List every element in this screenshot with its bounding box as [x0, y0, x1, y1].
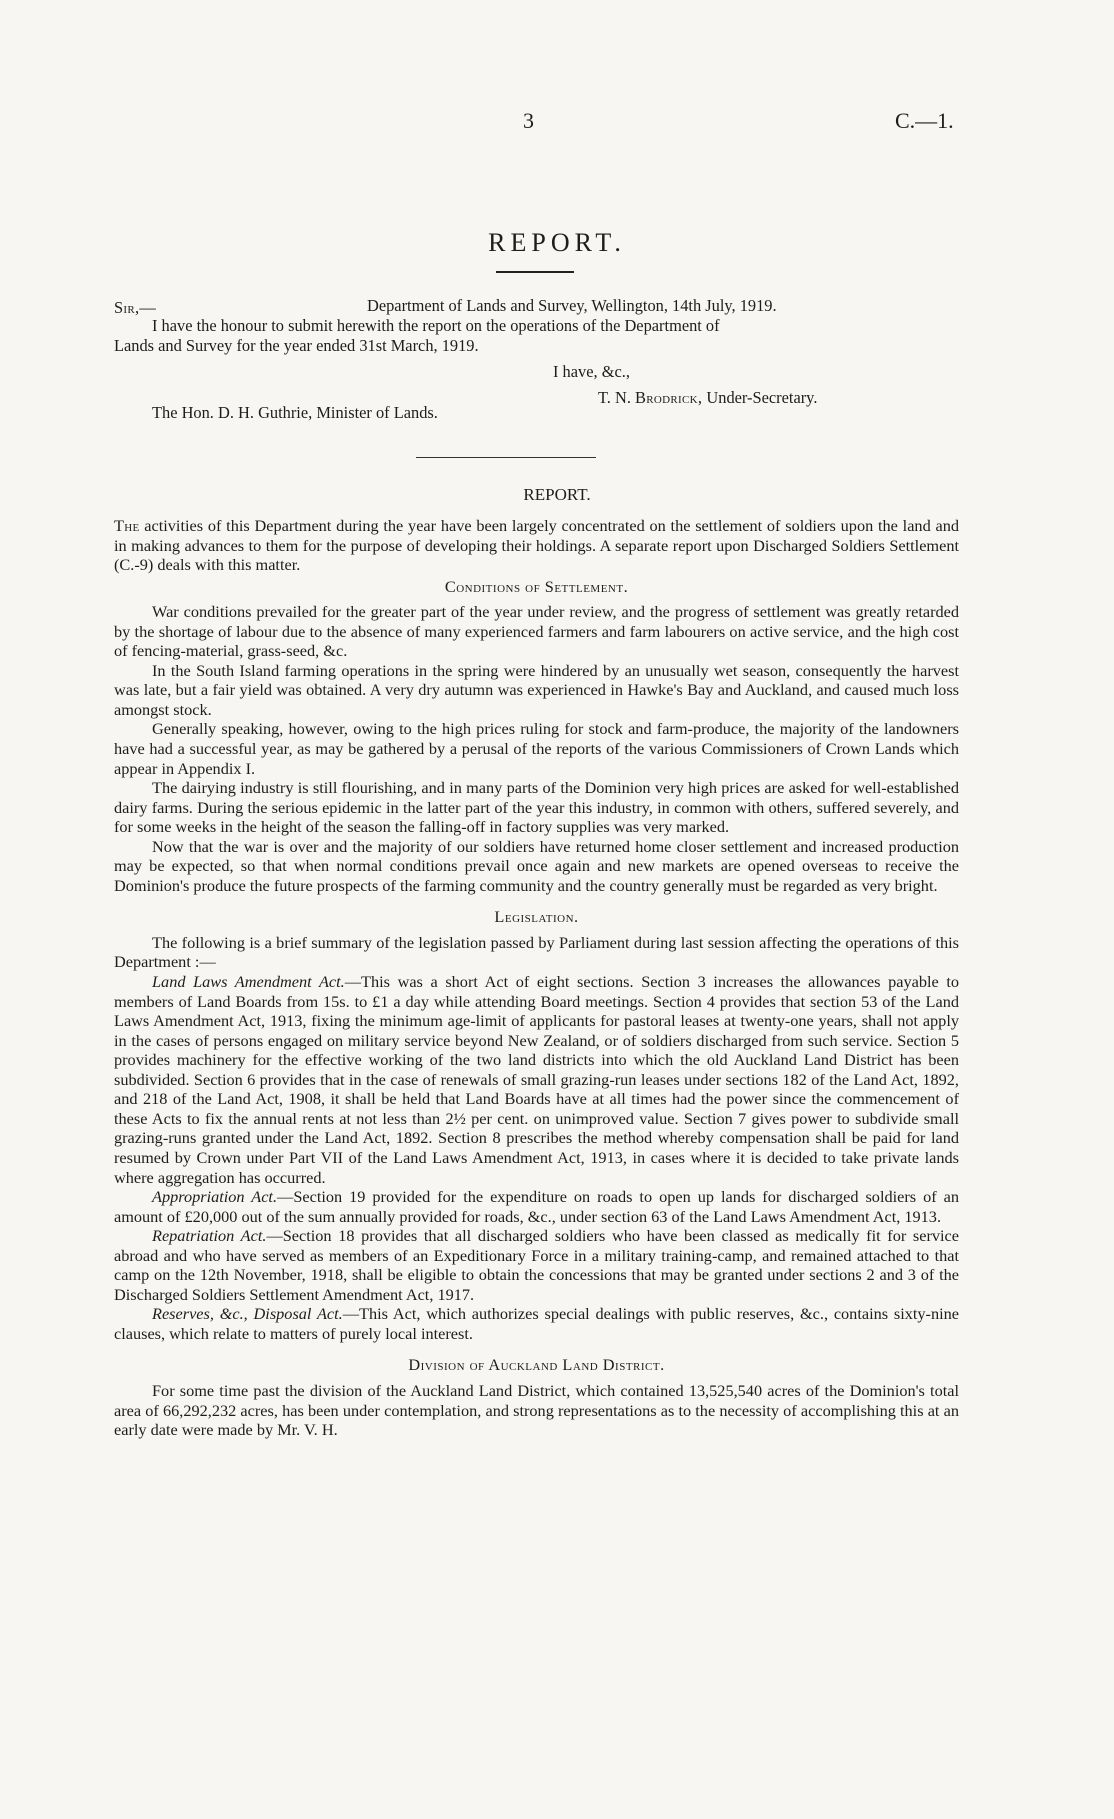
- act-title: Repatriation Act.: [152, 1226, 267, 1246]
- letter-closing: I have, &c.,: [553, 362, 630, 381]
- page-number: 3: [523, 108, 534, 133]
- heading-conditions: Conditions of Settlement.: [444, 576, 629, 596]
- paragraph-reserves: [114, 1304, 959, 1343]
- paragraph: In the South Island farming operations in the spring were hindered by an unusually wet season, consequently the harvest was late, but a fair yield was obtained. A very dry autumn was experienced in Hawke's Bay and Auckland, and caused much loss amongst stock.: [114, 660, 959, 719]
- paragraph-appropriation: [114, 1187, 959, 1226]
- intro-paragraph: [114, 516, 959, 575]
- act-text: —Section 19 provided for the expenditure on roads to open up lands for discharged soldiers of an amount of £20,000 out of the sum annually provided for roads, &c., under section 63 of the Land Laws Amendment Act, 1913.: [114, 1187, 960, 1226]
- paragraph-land-laws: [114, 972, 959, 1187]
- paragraph: The following is a brief summary of the legislation passed by Parliament during last session affecting the operations of this Department :—: [114, 932, 959, 972]
- paragraph-repatriation: [114, 1226, 959, 1304]
- act-title: Appropriation Act.: [152, 1187, 278, 1207]
- spacer: [114, 1343, 959, 1353]
- paragraph: Now that the war is over and the majority of our soldiers have returned home closer settlement and increased production may be expected, so that when normal conditions prevail once again and new markets are opened overseas to receive the Dominion's produce the future prospects of the farming community and the country generally must be regarded as very bright.: [114, 836, 959, 895]
- letter-body-line-1: I have the honour to submit herewith the report on the operations of the Department of: [152, 316, 720, 335]
- paragraph: The dairying industry is still flourishing, and in many parts of the Dominion very high prices are asked for well-established dairy farms. During the serious epidemic in the latter part of the year this industry, in common with others, suffered severely, and for some weeks in the height of the season the falling-off in factory supplies was very marked.: [114, 778, 959, 837]
- heading-legislation: Legislation.: [494, 907, 579, 927]
- heading-auckland-division: Division of Auckland Land District.: [408, 1355, 665, 1375]
- act-text: —This Act, which authorizes special dealings with public reserves, &c., contains sixty-nine clauses, which relate to matters of purely local interest.: [114, 1304, 959, 1343]
- page-title: REPORT.: [488, 228, 626, 257]
- letter-body-line-2: Lands and Survey for the year ended 31st March, 1919.: [114, 336, 479, 355]
- spacer: [114, 895, 959, 905]
- intro-text: activities of this Department during the year have been largely concentrated on the settlement of soldiers upon the land and in making advances to them for the purpose of developing their holdings. A separate report upon Discharged Soldiers Settlement (C.-9) deals with this matter.: [114, 516, 959, 575]
- intro-lead: The: [114, 516, 140, 535]
- act-title: Land Laws Amendment Act.: [152, 972, 345, 992]
- report-body: [114, 516, 959, 1440]
- signature-title: Under-Secretary.: [706, 388, 818, 407]
- act-text: —Section 18 provides that all discharged soldiers who have been classed as medically fit for service abroad and who have served as members of an Expeditionary Force in a military training-camp, and remained attached to that camp on the 12th November, 1918, shall be eligible to obtain the concessions that may be granted under sections 2 and 3 of the Discharged Soldiers Settlement Amendment Act, 1917.: [114, 1226, 960, 1304]
- signature-surname: Brodrick,: [635, 388, 703, 407]
- letter-address: Department of Lands and Survey, Wellington, 14th July, 1919.: [367, 296, 777, 315]
- paragraph: For some time past the division of the Auckland Land District, which contained 13,525,540 acres of the Dominion's total area of 66,292,232 acres, has been under contemplation, and strong representations as to the necessity of accomplishing this at an early date were made by Mr. V. H.: [114, 1380, 959, 1440]
- section-divider: [416, 457, 596, 458]
- paragraph: War conditions prevailed for the greater part of the year under review, and the progress of settlement was greatly retarded by the shortage of labour due to the absence of many experienced farmers and farm labourers on active service, and the high cost of fencing-material, grass-seed, &c.: [114, 602, 959, 661]
- title-rule: [496, 271, 574, 273]
- paragraph: Generally speaking, however, owing to the high prices ruling for stock and farm-produce, the majority of the landowners have had a successful year, as may be gathered by a perusal of the reports of the various Commissioners of Crown Lands which appear in Appendix I.: [114, 719, 959, 778]
- report-heading: REPORT.: [523, 485, 591, 504]
- document-reference: C.—1.: [895, 108, 954, 133]
- signature-initials: T. N.: [598, 388, 631, 407]
- act-title: Reserves, &c., Disposal Act.: [152, 1304, 343, 1324]
- letter-recipient: The Hon. D. H. Guthrie, Minister of Lands.: [152, 403, 438, 422]
- letter-signature: [598, 388, 817, 408]
- act-text: —This was a short Act of eight sections. Section 3 increases the allowances payable to members of Land Boards from 15s. to £1 a day while attending Board meetings. Section 4 provides that section 53 of the Land Laws Amendment Act, 1913, fixing the minimum age-limit of applicants for pastoral leases at twenty-one years, shall not apply in the cases of persons engaged on military service beyond New Zealand, or of soldiers discharged from such service. Section 5 provides machinery for the effective working of the two land districts into which the old Auckland Land District has been subdivided. Section 6 provides that in the case of renewals of small grazing-run leases under sections 182 of the Land Act, 1892, and 218 of the Land Act, 1908, it shall be held that Land Boards have at all times had the power since the commencement of these Acts to fix the annual rents at not less than 2½ per cent. on unimproved value. Section 7 gives power to subdivide small grazing-runs granted under the Land Act, 1892. Section 8 prescribes the method whereby compensation shall be paid for land resumed by Crown under Part VII of the Land Laws Amendment Act, 1913, in cases where it is decided to take private lands where aggregation has occurred.: [114, 972, 959, 1187]
- letter-salutation: Sir,—: [114, 298, 157, 317]
